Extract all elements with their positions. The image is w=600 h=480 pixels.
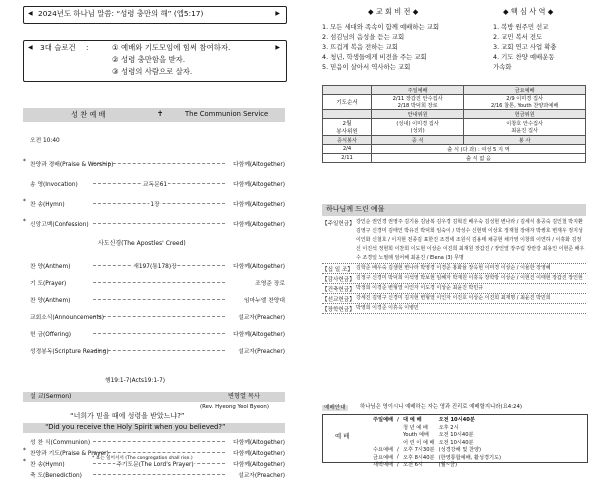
- usher-head: 안내위원: [372, 110, 464, 119]
- worship-schedule-cell: (월~금): [438, 462, 458, 469]
- offering-category: 【감사헌금】: [322, 277, 355, 283]
- worship-schedule-cell: 청 년 예 배: [402, 424, 428, 431]
- order-item-leader: 설교자(Preacher): [237, 470, 285, 479]
- order-item-name: 신앙고백(Confession): [30, 222, 89, 228]
- offering-category: 【건축헌금】: [322, 287, 355, 293]
- rise-mark: *: [23, 459, 26, 465]
- banner-right-arrow-icon: ▶: [275, 10, 280, 17]
- order-row: [23, 260, 285, 277]
- list-item: 가속화: [493, 63, 512, 71]
- offering-row: [322, 218, 586, 264]
- list-item: 4. 기도 찬양 예배운동: [493, 53, 555, 61]
- order-item-leader: 다함께(Altogether): [232, 459, 285, 468]
- worship-schedule-table: [371, 416, 503, 469]
- schedule-head-sunday: 주일예배: [372, 86, 464, 95]
- rise-mark: *: [23, 159, 26, 165]
- order-item-name: 헌 금(Offering): [30, 332, 72, 338]
- order-item-leader: 다함께(Altogether): [232, 261, 285, 270]
- order-row: [23, 311, 285, 328]
- meal-text-1: 출 식 (다 과) : 여성 5 지 역: [372, 145, 586, 154]
- slogan-item-3: ③ 성령의 사람으로 살자.: [112, 67, 193, 76]
- schedule-head-blank: [323, 86, 372, 95]
- order-item-name: 찬양과 경배(Praise & Worship): [30, 162, 114, 168]
- order-item-name: 찬양과 기도(Praise & Prayer): [30, 451, 109, 457]
- worship-schedule-cell: /: [397, 446, 399, 453]
- prayer-order-label: 기도순서: [323, 95, 372, 110]
- worship-schedule-cell: 오전 10시40분: [438, 417, 475, 424]
- offering-row: [322, 284, 586, 294]
- meal-head-meal: 증 식: [372, 136, 464, 145]
- worship-schedule-cell: [371, 424, 395, 432]
- leader-dots: [93, 223, 225, 224]
- offering-row: [322, 304, 586, 314]
- schedule-table: [322, 85, 586, 163]
- volunteer-label: 2월 봉사위원: [323, 119, 372, 136]
- prayer-title: 하나님께 드린 예물: [326, 205, 385, 213]
- mission-list: [493, 22, 593, 72]
- order-item-name: 교회소식(Announcements): [30, 315, 105, 321]
- leader-dots: [93, 474, 225, 475]
- offering-category: 【주일헌금】: [322, 221, 355, 227]
- worship-schedule-cell: (한영통합예배, 활성경기도): [438, 454, 502, 461]
- offering-names: 김학준 배우숙 김샘현 변나라 박영경 이경준 홍화율 장옥현 이미경 이상순 / 이율한 장영혜: [356, 265, 551, 271]
- sunday-prayer-1: 2/11 장갑진 안수집사: [392, 96, 443, 102]
- creed-line: 사도신경(The Apostles' Creed): [98, 240, 186, 247]
- service-title-en: The Communion Service: [185, 110, 269, 118]
- offering-row: [322, 264, 586, 274]
- order-item-name: 기 도(Prayer): [30, 281, 67, 287]
- offering-list: [322, 218, 586, 314]
- order-item-leader: 다함께(Altogether): [232, 159, 285, 168]
- worship-schedule-cell: [371, 431, 395, 439]
- mission-title: ◆ 핵 심 사 역 ◆: [503, 7, 554, 16]
- list-item: 1. 복방 원주민 선교: [493, 23, 549, 31]
- order-item-leader: 다함께(Altogether): [232, 329, 285, 338]
- worship-schedule-cell: (성경강해 및 찬양): [438, 447, 482, 454]
- order-item-leader: 설교자(Preacher): [237, 312, 285, 321]
- offering-names: 강세진 김영구 신경미 김지현 변형열 이인자 이진호 이상순 이진희 최재명 / 최윤진 박민희: [356, 295, 551, 301]
- friday-prayer-1: 2/9 이미경 집사: [506, 96, 543, 102]
- list-item: 2. 섬김님의 음성을 듣는 교회: [322, 33, 405, 41]
- leader-dots: [93, 316, 225, 317]
- sunday-prayer-cell: [372, 95, 464, 110]
- order-item-leader: 다함께(Altogether): [232, 219, 285, 228]
- list-item: 3. 교회 연고 사업 확충: [493, 43, 557, 51]
- order-item-name: 찬 양(Anthem): [30, 264, 71, 270]
- usher-1: (성내) 이미경 집사: [396, 121, 439, 127]
- order-item-leader: 조영준 장로: [254, 278, 285, 287]
- usher-2: (성외): [410, 128, 425, 134]
- schedule-head-friday: 금요예배: [464, 86, 586, 95]
- usher-cell: [372, 119, 464, 136]
- sermon-label: 설 교(Sermon): [30, 393, 72, 400]
- worship-schedule-cell: 오전 6시: [402, 462, 423, 469]
- slogan-item-2: ② 성령 충만함을 받자.: [112, 55, 186, 64]
- worship-schedule-cell: /: [397, 461, 399, 468]
- cross-icon: ✝: [157, 109, 164, 118]
- order-item-leader: 다함께(Altogether): [232, 448, 285, 457]
- rise-mark: *: [23, 448, 26, 454]
- order-item-mid: 교독문61: [142, 179, 168, 188]
- list-item: 4. 청년, 학생들에게 비전을 주는 교회: [322, 53, 427, 61]
- worship-schedule-cell: 새벽예배: [373, 462, 394, 469]
- worship-notice-label: 예배안내: [324, 405, 346, 411]
- sermon-title-en: “Did you receive the Holy Spirit when you believed?”: [45, 423, 226, 431]
- verse-banner: [23, 6, 287, 24]
- worship-schedule-row: [371, 439, 503, 447]
- order-row: [23, 178, 285, 198]
- order-top-list: [23, 158, 285, 238]
- worship-schedule-row: [371, 416, 503, 424]
- order-item-mid: 새197(통178)장: [132, 261, 177, 270]
- worship-schedule-cell: 대 예 배: [402, 417, 422, 424]
- worship-schedule-cell: /: [397, 416, 399, 423]
- list-item: 5. 믿음이 살아서 역사하는 교회: [322, 63, 411, 71]
- preacher-name: 변형열 목사: [228, 393, 260, 400]
- worship-schedule-cell: Youth 예배: [402, 432, 429, 439]
- leader-dots: [93, 452, 225, 453]
- worship-schedule-row: [371, 454, 503, 462]
- list-item: 2. 교민 복서 전도: [493, 33, 543, 41]
- offering-row: [322, 294, 586, 304]
- slogan-left-arrow-icon: ◀: [28, 44, 33, 51]
- prayer-title-bar: [322, 204, 586, 216]
- order-row: [23, 436, 285, 447]
- order-item-leader: 다함께(Altogether): [232, 179, 285, 188]
- worship-side-label: 예 배: [335, 432, 350, 440]
- order-row: [23, 198, 285, 218]
- worship-schedule-row: [371, 424, 503, 432]
- slogan-item-1: ① 예배와 기도모임에 힘써 참여하자.: [112, 43, 231, 52]
- order-row: [23, 328, 285, 345]
- worship-schedule-cell: 수요예배: [373, 447, 394, 454]
- worship-schedule-cell: 오후 7시30분: [402, 447, 435, 454]
- worship-schedule-cell: 어 린 이 예 배: [402, 439, 435, 446]
- leader-dots: [93, 333, 225, 334]
- order-item-name: 찬 송(Hymn): [30, 462, 65, 468]
- list-item: 3. 뜨겁게 복음 전하는 교회: [322, 43, 398, 51]
- rise-mark: *: [23, 219, 26, 225]
- service-title-bar: [23, 108, 285, 122]
- order-row: [23, 158, 285, 178]
- worship-schedule-row: [371, 461, 503, 469]
- worship-schedule-cell: 오전 10시40분: [438, 439, 474, 446]
- order-row: [23, 345, 285, 362]
- friday-prayer-2: 2/16 찰톤, Youth 찬양과예배: [490, 103, 559, 109]
- rise-footnote: * 표는 일어서서 (The congregation shall rise.): [92, 456, 193, 461]
- order-item-name: 성경봉독(Scripture Reading): [30, 349, 109, 355]
- offering-names: 김정구 신경미 박덕희 이석영 박보현 임혜자 박재원 이휴옥 장학방 이상순 / 이현진 이태현 장갑진 장인현: [356, 275, 583, 281]
- slogan-label: 3대 슬로건: [40, 43, 76, 52]
- offering-category: 【장학헌금】: [322, 307, 355, 313]
- order-row: [23, 277, 285, 294]
- order-row: [23, 294, 285, 311]
- worship-schedule-cell: [371, 439, 395, 447]
- worship-schedule-cell: 금요예배: [373, 454, 394, 461]
- sunday-prayer-2: 2/18 박덕희 장로: [397, 103, 438, 109]
- scripture-reference: 행19:1-7(Acts19:1-7): [105, 378, 166, 384]
- leader-dots: [93, 441, 225, 442]
- order-item-name: 송 영(Invocation): [30, 182, 78, 188]
- service-title-ko: 성 찬 예 배: [71, 110, 106, 119]
- order-item-mid: 주기도문(The Lord's Prayer): [115, 459, 194, 468]
- offering-category: 【선교헌금】: [322, 297, 355, 303]
- year-verse-text: 2024년도 하나님 말씀: “성령 충만의 해” (엡5:17): [38, 9, 204, 18]
- vision-title: ◆ 교 회 비 전 ◆: [368, 7, 419, 16]
- offering-head: 헌금위원: [464, 110, 586, 119]
- offering-names: 강인순 권인경 권영주 김기용 김남복 김우경 김혁진 배우숙 김성현 변나라 / 김세식 홍공숙 김인철 박지환 김영구 신경미 김태인 박유진 박덕희 임숙이 / 박성수 신현택 이상호 정재철 장애자 박쌍호 변재우 정지성 이인화 신철호 / 이지현 전종김 표한진 조경세 조원식 김용태 채공현 채가영 이창희 이연하 / 이휴화 김정신 이진석 정현희 이찬희 이도현 이상순 이진희 최재원 장갑진 / 장인열 장주림 장란강 최용인 이현준 배우수 조경일 노필례 임어해 최윤진 / Elena (3) 무명: [356, 219, 585, 261]
- worship-schedule-cell: 오전 10시40분: [438, 432, 474, 439]
- offering-row: [322, 274, 586, 284]
- list-item: 1. 모든 세대와 족속이 함께 예배하는 교회: [322, 23, 440, 31]
- leader-dots: [93, 350, 225, 351]
- preacher-name-en: (Rev. Hyeong Yeol Byeon): [200, 404, 269, 410]
- order-item-name: 찬 양(Anthem): [30, 298, 71, 304]
- vision-list: [322, 22, 492, 72]
- meal-head-label: 증식봉사: [323, 136, 372, 145]
- order-mid-list: [23, 260, 285, 362]
- sub-head-blank: [323, 110, 372, 119]
- slogan-banner: [23, 40, 287, 82]
- order-item-leader: 임마누엘 찬양대: [243, 295, 285, 304]
- order-item-name: 찬 송(Hymn): [30, 202, 65, 208]
- service-time: 오전 10:40: [30, 138, 60, 144]
- offering-names: 박정희 이경준 변형열 이인자 이도경 이상순 최윤진 박민규: [356, 285, 484, 291]
- offering-1: 이창호 안수집사: [506, 121, 543, 127]
- friday-prayer-cell: [464, 95, 586, 110]
- sermon-title-ko: “너희가 믿을 때에 성령을 받았느냐?”: [70, 412, 185, 420]
- leader-dots: [93, 299, 225, 300]
- meal-text-2: 출 식 없 음: [372, 154, 586, 163]
- worship-schedule-cell: 주일예배: [373, 417, 394, 424]
- banner-left-arrow-icon: ◀: [28, 10, 33, 17]
- worship-schedule-cell: /: [397, 454, 399, 461]
- meal-date-1: 2/4: [323, 145, 372, 154]
- order-item-leader: 설교자(Preacher): [237, 346, 285, 355]
- order-item-mid: 1장: [149, 199, 160, 208]
- slogan-colon: :: [86, 43, 89, 52]
- order-item-name: 축 도(Benediction): [30, 473, 82, 479]
- worship-schedule-cell: 오후 8시40분: [402, 454, 435, 461]
- order-row: [23, 218, 285, 238]
- meal-head-service: 봉 사: [464, 136, 586, 145]
- offering-names: 박영희 이경준 이휴옥 이병민: [356, 305, 419, 311]
- offering-2: 최윤진 집사: [511, 128, 538, 134]
- worship-schedule-cell: 오후 2시: [438, 424, 459, 431]
- order-item-leader: 다함께(Altogether): [232, 199, 285, 208]
- worship-schedule-row: [371, 431, 503, 439]
- slogan-right-arrow-icon: ▶: [275, 44, 280, 51]
- meal-date-2: 2/11: [323, 154, 372, 163]
- rise-mark: *: [23, 199, 26, 205]
- worship-schedule-row: [371, 446, 503, 454]
- order-item-leader: 다함께(Altogether): [232, 437, 285, 446]
- offering-category: 【십 일 조】: [322, 267, 353, 273]
- leader-dots: [93, 282, 225, 283]
- order-item-name: 성 찬 식(Communion): [30, 440, 91, 446]
- order-row: [23, 469, 285, 480]
- worship-schedule-box: [322, 414, 588, 469]
- offering-cell: [464, 119, 586, 136]
- worship-notice-text: 하나님은 영이시니 예배하는 자는 영과 진리로 예배할지니라(요4:24): [360, 404, 522, 410]
